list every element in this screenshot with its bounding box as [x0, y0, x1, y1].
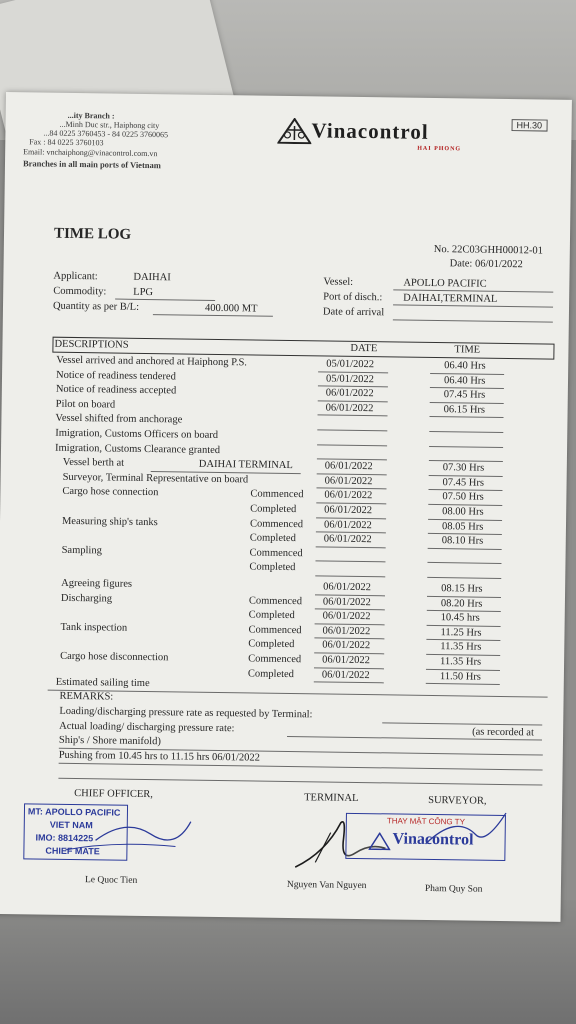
row-time: 10.45 hrs: [440, 612, 480, 624]
vinacontrol-logo-icon: [277, 118, 311, 144]
row-description: Sampling: [61, 544, 102, 557]
surveyor-stamp-line-1: THAY MẶT CÔNG TY: [386, 816, 466, 827]
row-status: Commenced: [249, 518, 304, 530]
column-date: DATE: [350, 342, 378, 355]
branch-line-5: Email: vnchaiphong@vinacontrol.com.vn: [23, 147, 158, 159]
row-description: Measuring ship's tanks: [61, 515, 158, 528]
commodity-value: LPG: [133, 286, 154, 299]
row-status: Commenced: [248, 624, 302, 636]
row-status: Completed: [248, 609, 295, 622]
ship-stamp-line-1: MT: APOLLO PACIFIC: [27, 806, 121, 818]
vessel-value: APOLLO PACIFIC: [403, 277, 487, 290]
row-date: 06/01/2022: [325, 387, 374, 400]
port-value: DAIHAI,TERMINAL: [403, 292, 498, 305]
surveyor-name: Pham Quy Son: [424, 883, 483, 895]
column-time: TIME: [454, 344, 481, 356]
row-description: Tank inspection: [60, 621, 128, 634]
row-underline: [427, 577, 501, 579]
port-label: Port of disch.:: [323, 291, 383, 304]
branch-line-1: ...ity Branch :: [67, 110, 115, 121]
row-time: 08.05 Hrs: [441, 520, 484, 533]
branch-line-3: ...84 0225 3760453 - 84 0225 3760065: [43, 128, 169, 140]
row-time: 08.15 Hrs: [441, 583, 483, 595]
row-time: 11.50 Hrs: [439, 670, 481, 683]
row-description: Pilot on board: [55, 398, 116, 411]
row-date: 06/01/2022: [322, 639, 371, 652]
row-status: DAIHAI TERMINAL: [198, 458, 293, 472]
quantity-value: 400.000 MT: [204, 302, 258, 315]
row-date: 06/01/2022: [324, 460, 373, 473]
row-time: 06.15 Hrs: [443, 403, 486, 416]
row-status: Completed: [249, 561, 296, 574]
ship-stamp-line-3: IMO: 8814225: [35, 832, 94, 844]
remarks-line-2-value: (as recorded at: [472, 726, 534, 739]
row-status: Completed: [248, 638, 295, 651]
row-time: 11.35 Hrs: [440, 656, 482, 668]
arrival-label: Date of arrival: [322, 306, 385, 319]
branch-line-6: Branches in all main ports of Vietnam: [22, 158, 161, 171]
chief-officer-label: CHIEF OFFICER,: [74, 788, 154, 801]
row-time: 11.25 Hrs: [440, 626, 482, 639]
row-time: 11.35 Hrs: [440, 641, 482, 654]
row-time: 07.30 Hrs: [442, 462, 485, 474]
remarks-line-4: Pushing from 10.45 hrs to 11.15 hrs 06/01/2022: [58, 749, 260, 764]
row-time: 08.10 Hrs: [441, 535, 484, 547]
column-descriptions: DESCRIPTIONS: [54, 338, 129, 351]
ship-stamp-line-4: CHIEF MATE: [45, 845, 100, 857]
row-description: Vessel arrived and anchored at Haiphong P.S.: [56, 354, 248, 369]
row-date: 06/01/2022: [323, 533, 372, 546]
surveyor-stamp-line-2: Vinacontrol: [392, 830, 474, 849]
surveyor-stamp-logo-icon: [368, 832, 390, 855]
row-description: Imigration, Customs Clearance granted: [54, 442, 221, 456]
row-time: 07.50 Hrs: [442, 491, 484, 504]
row-underline: [314, 682, 384, 684]
terminal-name: Nguyen Van Nguyen: [286, 880, 367, 892]
row-date: 06/01/2022: [324, 475, 373, 487]
row-description: Vessel berth at: [62, 457, 125, 469]
row-date: 06/01/2022: [324, 504, 373, 517]
row-description: Surveyor, Terminal Representative on board: [62, 471, 249, 486]
time-log-document: [0, 92, 572, 922]
row-underline: [315, 575, 385, 577]
row-date: 06/01/2022: [323, 519, 372, 531]
vinacontrol-logo-text: Vinacontrol: [311, 118, 429, 144]
logo-subtitle: HAI PHONG: [417, 145, 462, 153]
row-description: Cargo hose connection: [62, 486, 159, 499]
row-date: 06/01/2022: [325, 402, 374, 414]
row-date: 05/01/2022: [326, 358, 375, 371]
row-date: 05/01/2022: [325, 373, 374, 385]
row-underline: [426, 683, 500, 685]
applicant-value: DAIHAI: [133, 271, 171, 284]
row-date: 06/01/2022: [322, 654, 371, 667]
row-time: 06.40 Hrs: [443, 374, 486, 387]
row-time: 06.40 Hrs: [444, 360, 486, 372]
row-time: 07.45 Hrs: [443, 389, 486, 401]
row-time: 08.00 Hrs: [442, 506, 484, 518]
page-title: TIME LOG: [53, 225, 132, 243]
row-description: Agreeing figures: [61, 577, 133, 590]
row-description: Imigration, Customs Officers on board: [55, 427, 219, 441]
row-date: 06/01/2022: [323, 581, 372, 594]
row-status: Completed: [247, 668, 295, 680]
document-date: Date: 06/01/2022: [449, 258, 523, 271]
row-status: Commenced: [250, 488, 304, 501]
row-description: Vessel shifted from anchorage: [55, 413, 183, 426]
surveyor-label: SURVEYOR,: [428, 794, 487, 807]
estimated-sailing-label: Estimated sailing time: [55, 676, 150, 690]
chief-officer-signature: [55, 805, 196, 867]
quantity-label: Quantity as per B/L:: [52, 300, 140, 313]
row-date: 06/01/2022: [324, 489, 373, 502]
row-status: Commenced: [248, 653, 302, 666]
row-date: 06/01/2022: [321, 669, 370, 681]
terminal-label: TERMINAL: [304, 792, 359, 804]
row-status: Commenced: [248, 595, 303, 607]
row-description: Discharging: [60, 592, 113, 605]
row-description: Notice of readiness tendered: [55, 369, 176, 382]
ship-stamp-line-2: VIET NAM: [49, 819, 93, 831]
row-description: Notice of readiness accepted: [55, 383, 177, 397]
row-date: 06/01/2022: [322, 610, 371, 623]
branch-line-2: ...Minh Duc str., Haiphong city: [59, 119, 160, 131]
document-number: No. 22C03GHH00012-01: [433, 243, 544, 257]
row-time: 08.20 Hrs: [440, 597, 483, 610]
row-time: 07.45 Hrs: [442, 476, 485, 489]
vessel-label: Vessel:: [323, 276, 354, 288]
applicant-label: Applicant:: [53, 270, 98, 283]
surveyor-signature: [415, 804, 516, 865]
row-status: Commenced: [249, 547, 303, 559]
branch-line-4: Fax : 84 0225 3760103: [29, 137, 104, 148]
remarks-line-2: Actual loading/ discharging pressure rate:: [59, 720, 235, 735]
row-date: 06/01/2022: [322, 596, 371, 608]
remarks-label: REMARKS:: [59, 690, 114, 703]
chief-officer-name: Le Quoc Tien: [84, 875, 138, 886]
commodity-label: Commodity:: [53, 285, 107, 298]
row-status: Completed: [249, 532, 296, 545]
remarks-line-3: Ship's / Shore manifold): [58, 734, 161, 748]
row-status: Completed: [250, 503, 297, 516]
row-date: 06/01/2022: [322, 625, 371, 637]
row-description: Cargo hose disconnection: [60, 650, 169, 664]
form-code: HH.30: [512, 119, 548, 131]
remarks-line-1: Loading/discharging pressure rate as requested by Terminal:: [59, 705, 313, 721]
